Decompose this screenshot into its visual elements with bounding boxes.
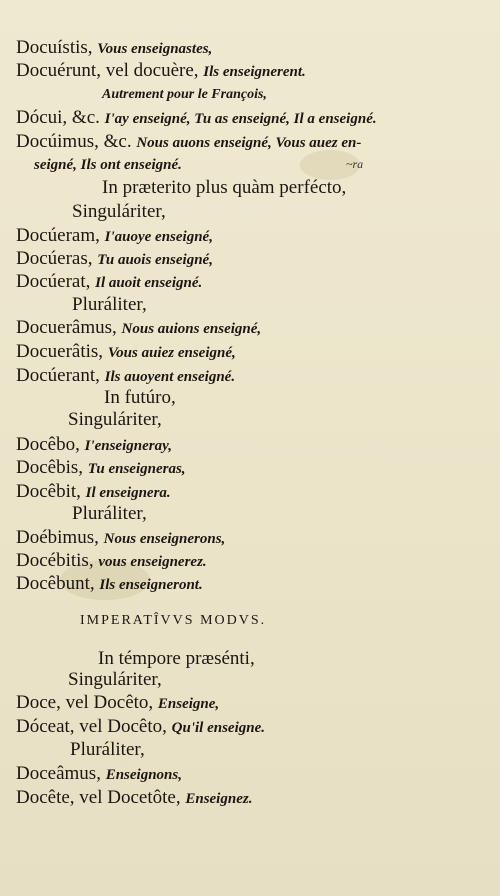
tense-heading: In præterito plus quàm perfécto, (102, 177, 347, 198)
text-line: Docuerâmus, Nous auions enseigné, (16, 317, 262, 338)
mood-heading: IMPERATÎVVS MODVS. (80, 613, 267, 628)
tense-heading: In témpore præsénti, (98, 648, 255, 669)
number-heading: Singuláriter, (68, 409, 162, 430)
text-line: Docêbo, I'enseigneray, (16, 434, 172, 455)
text-line: seigné, Ils ont enseigné. (34, 157, 182, 173)
number-heading: Pluráliter, (70, 739, 145, 760)
number-heading: Pluráliter, (72, 503, 147, 524)
text-line: Doébimus, Nous enseignerons, (16, 527, 226, 548)
section-note: Autrement pour le François, (102, 87, 267, 102)
text-line: Doceâmus, Enseignons, (16, 763, 182, 784)
margin-mark: ~ra (346, 157, 364, 171)
text-line: Docêbunt, Ils enseigneront. (16, 573, 203, 594)
text-line: Docuerâtis, Vous auiez enseigné, (16, 341, 236, 362)
text-line: Docêbis, Tu enseigneras, (16, 457, 186, 478)
text-line: Docête, vel Docetôte, Enseignez. (16, 787, 253, 808)
text-line: Docúerat, Il auoit enseigné. (16, 271, 203, 292)
text-line: Docébitis, vous enseignerez. (16, 550, 207, 571)
text-line: Docêbit, Il enseignera. (16, 481, 171, 502)
text-line: Docúeram, I'auoye enseigné, (16, 225, 213, 246)
text-line: Docúerant, Ils auoyent enseigné. (16, 365, 236, 386)
text-line: Docúimus, &c. Nous auons enseigné, Vous auez en- (16, 131, 362, 152)
text-line: Docúeras, Tu auois enseigné, (16, 248, 213, 269)
text-line: Doce, vel Docêto, Enseigne, (16, 692, 220, 713)
text-line: Docuístis, Vous enseignastes, (16, 37, 213, 58)
text-line: Dóceat, vel Docêto, Qu'il enseigne. (16, 716, 265, 737)
text-line: Dócui, &c. I'ay enseigné, Tu as enseigné, Il a enseigné. (16, 107, 377, 128)
number-heading: Singuláriter, (68, 669, 162, 690)
text-line: Docuérunt, vel docuère, Ils enseignerent. (16, 60, 306, 81)
number-heading: Singuláriter, (72, 201, 166, 222)
tense-heading: In futúro, (104, 387, 176, 408)
number-heading: Pluráliter, (72, 294, 147, 315)
